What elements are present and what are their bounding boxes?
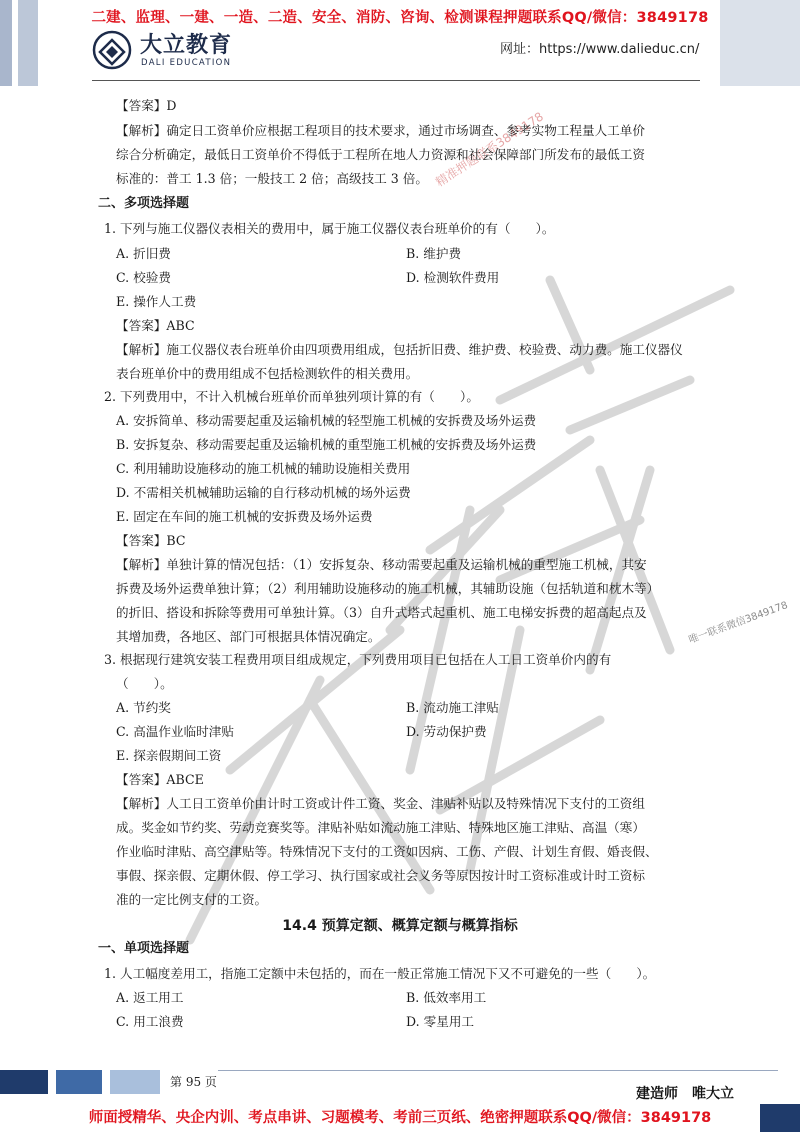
q3-option-d: D. 劳动保护费 <box>406 724 487 739</box>
explain-prev-2: 综合分析确定，最低日工资单价不得低于工程所在地人力资源和社会保障部门所发布的最低工资 <box>116 147 645 162</box>
explain-prev-1: 【解析】确定日工资单价应根据工程项目的技术要求，通过市场调查、参考实物工程量人工单价 <box>116 123 645 138</box>
q2-option-c: C. 利用辅助设施移动的施工机械的辅助设施相关费用 <box>116 461 411 476</box>
question-3-line-2: （ ）。 <box>116 676 173 691</box>
q1-option-b: B. 维护费 <box>406 246 462 261</box>
chapter-heading-14-4: 14.4 预算定额、概算定额与概算指标 <box>282 918 518 934</box>
watermark-gray-side: 唯一联系微信3849178 <box>687 600 790 647</box>
watermark-red-stamp: 精准押题联系3849178 <box>433 109 546 190</box>
section-single-choice: 一、单项选择题 <box>98 941 190 956</box>
logo-text: 大立教育 <box>140 33 233 58</box>
q3-answer: 【答案】ABCE <box>116 772 204 787</box>
q3-option-a: A. 节约奖 <box>116 700 171 715</box>
q2-explain-3: 的折旧、搭设和拆除等费用可单独计算。（3）自升式塔式起重机、施工电梯安拆费的超高起点及 <box>116 605 647 620</box>
q3-option-e: E. 探亲假期间工资 <box>116 748 222 763</box>
explain-prev-3: 标准的：普工 1.3 倍；一般技工 2 倍；高级技工 3 倍。 <box>116 171 428 186</box>
q3-explain-1: 【解析】人工日工资单价由计时工资或计件工资、奖金、津贴补贴以及特殊情况下支付的工资组 <box>116 796 645 811</box>
q2-explain-2: 拆费及场外运费单独计算；（2）利用辅助设施移动的施工机械，其辅助设施（包括轨道和枕木等） <box>116 581 660 596</box>
q1-option-e: E. 操作人工费 <box>116 294 197 309</box>
question-3-line-1: 3. 根据现行建筑安装工程费用项目组成规定，下列费用项目已包括在人工日工资单价内的有 <box>104 652 612 667</box>
section-multi-choice: 二、多项选择题 <box>98 196 190 211</box>
q2-option-a: A. 安拆简单、移动需要起重及运输机械的轻型施工机械的安拆费及场外运费 <box>116 413 537 428</box>
website-url[interactable]: 网址：https://www.dalieduc.cn/ <box>500 42 700 57</box>
footer-block-3 <box>110 1070 160 1094</box>
q2-explain-1: 【解析】单独计算的情况包括：（1）安拆复杂、移动需要起重及运输机械的重型施工机械，其安 <box>116 557 647 572</box>
header-rule <box>92 80 700 81</box>
q2-explain-4: 其增加费，各地区、部门可根据具体情况确定。 <box>116 629 381 644</box>
header-stripe-2 <box>18 0 38 86</box>
q2-answer: 【答案】BC <box>116 533 186 548</box>
answer-prev: 【答案】D <box>116 98 177 113</box>
footer-author: 建造师 唯大立 <box>636 1086 734 1102</box>
q1-explain-1: 【解析】施工仪器仪表台班单价由四项费用组成，包括折旧费、维护费、校验费、动力费。施工仪器仪 <box>116 342 683 357</box>
q3-explain-4: 事假、探亲假、定期休假、停工学习、执行国家或社会义务等原因按计时工资标准或计时工资标 <box>116 868 645 883</box>
dali-logo-icon <box>92 30 132 70</box>
page-number: 第 95 页 <box>170 1075 217 1089</box>
q3-explain-2: 成。奖金如节约奖、劳动竞赛奖等。津贴补贴如流动施工津贴、特殊地区施工津贴、高温（寒） <box>116 820 645 835</box>
q2-option-b: B. 安拆复杂、移动需要起重及运输机械的重型施工机械的安拆费及场外运费 <box>116 437 537 452</box>
logo-subtext: DALI EDUCATION <box>141 58 232 68</box>
top-banner: 二建、监理、一建、一造、二造、安全、消防、咨询、检测课程押题联系QQ/微信：3849178 <box>91 10 709 26</box>
footer-block-2 <box>56 1070 102 1094</box>
q2-option-d: D. 不需相关机械辅助运输的自行移动机械的场外运费 <box>116 485 411 500</box>
question-1: 1. 下列与施工仪器仪表相关的费用中，属于施工仪器仪表台班单价的有（ ）。 <box>104 221 555 236</box>
s1-option-a: A. 返工用工 <box>116 990 184 1005</box>
s1-option-d: D. 零星用工 <box>406 1014 475 1029</box>
q3-explain-5: 准的一定比例支付的工资。 <box>116 892 268 907</box>
q3-option-b: B. 流动施工津贴 <box>406 700 499 715</box>
s1-option-c: C. 用工浪费 <box>116 1014 184 1029</box>
single-question-1: 1. 人工幅度差用工，指施工定额中未包括的，而在一般正常施工情况下又不可避免的一些（ ）。 <box>104 966 656 981</box>
q1-option-d: D. 检测软件费用 <box>406 270 500 285</box>
q3-option-c: C. 高温作业临时津贴 <box>116 724 234 739</box>
footer-rule <box>218 1070 778 1071</box>
footer-block-1 <box>0 1070 48 1094</box>
q1-option-a: A. 折旧费 <box>116 246 171 261</box>
question-2: 2. 下列费用中，不计入机械台班单价而单独列项计算的有（ ）。 <box>104 389 479 404</box>
header-stripe-1 <box>0 0 12 86</box>
q1-answer: 【答案】ABC <box>116 318 195 333</box>
q1-option-c: C. 校验费 <box>116 270 171 285</box>
q3-explain-3: 作业临时津贴、高空津贴等。特殊情况下支付的工资如因病、工伤、产假、计划生育假、婚丧假、 <box>116 844 658 859</box>
q1-explain-2: 表台班单价中的费用组成不包括检测软件的相关费用。 <box>116 366 419 381</box>
bottom-banner: 师面授精华、央企内训、考点串讲、习题模考、考前三页纸、绝密押题联系QQ/微信：3849178 <box>88 1110 712 1126</box>
s1-option-b: B. 低效率用工 <box>406 990 487 1005</box>
q2-option-e: E. 固定在车间的施工机械的安拆费及场外运费 <box>116 509 373 524</box>
